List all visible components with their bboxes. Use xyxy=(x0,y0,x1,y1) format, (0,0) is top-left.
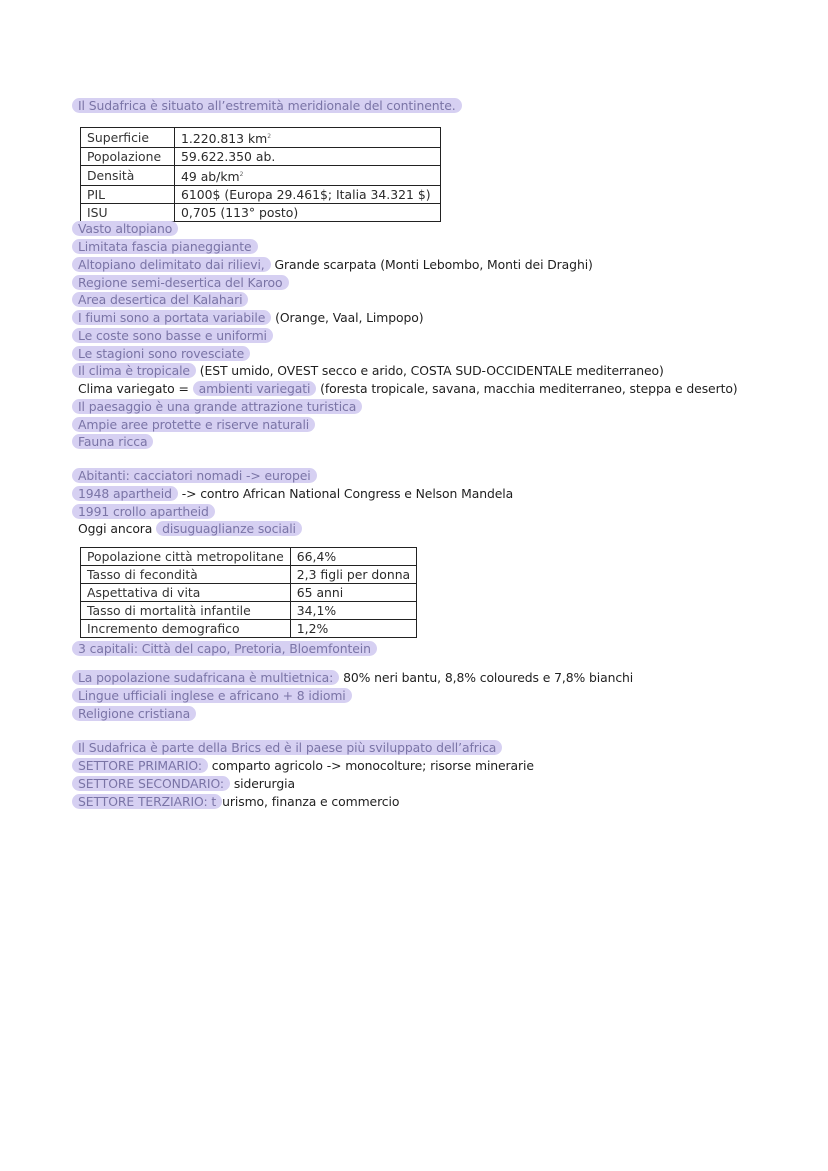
highlight: Il Sudafrica è situato all’estremità meridionale del continente. xyxy=(72,98,462,113)
note-line: Il paesaggio è una grande attrazione turistica xyxy=(72,398,362,416)
note-line: Ampie aree protette e riserve naturali xyxy=(72,416,315,434)
note-line: SETTORE TERZIARIO: t urismo, finanza e commercio xyxy=(72,793,399,811)
table-key: ISU xyxy=(81,204,175,222)
table-key: Aspettativa di vita xyxy=(81,584,291,602)
table-value: 65 anni xyxy=(290,584,416,602)
table-value: 59.622.350 ab. xyxy=(175,148,441,166)
note-line: Il Sudafrica è parte della Brics ed è il paese più sviluppato dell’africa xyxy=(72,739,502,757)
note-line: Le stagioni sono rovesciate xyxy=(72,345,250,363)
note-line: SETTORE PRIMARIO: comparto agricolo -> monocolture; risorse minerarie xyxy=(72,757,534,775)
note-line: Lingue ufficiali inglese e africano + 8 idiomi xyxy=(72,687,352,705)
table-row xyxy=(81,566,417,584)
note-line: Fauna ricca xyxy=(72,433,153,451)
note-line: Area desertica del Kalahari xyxy=(72,291,248,309)
table-key: Popolazione città metropolitane xyxy=(81,548,291,566)
table-row xyxy=(81,548,417,566)
table-key: PIL xyxy=(81,186,175,204)
table-row xyxy=(81,128,441,148)
table-key: Incremento demografico xyxy=(81,620,291,638)
table-value: 66,4% xyxy=(290,548,416,566)
table-row xyxy=(81,620,417,638)
note-line: Il clima è tropicale (EST umido, OVEST secco e arido, COSTA SUD-OCCIDENTALE mediterraneo) xyxy=(72,362,664,380)
table-value: 2,3 figli per donna xyxy=(290,566,416,584)
table-row xyxy=(81,148,441,166)
table-value: 6100$ (Europa 29.461$; Italia 34.321 $) xyxy=(175,186,441,204)
table-row xyxy=(81,584,417,602)
note-line: La popolazione sudafricana è multietnica: 80% neri bantu, 8,8% coloureds e 7,8% bianchi xyxy=(72,669,633,687)
note-line: SETTORE SECONDARIO: siderurgia xyxy=(72,775,295,793)
table-row xyxy=(81,186,441,204)
note-line: I fiumi sono a portata variabile (Orange, Vaal, Limpopo) xyxy=(72,309,423,327)
table-value: 49 $ab/km^2$ xyxy=(175,166,441,186)
note-line: 1991 crollo apartheid xyxy=(72,503,215,521)
note-line: Clima variegato = ambienti variegati (foresta tropicale, savana, macchia mediterraneo, steppa e deserto) xyxy=(78,381,738,396)
table-row xyxy=(81,166,441,186)
country-facts-table xyxy=(80,127,441,222)
table-row xyxy=(81,602,417,620)
note-line: Limitata fascia pianeggiante xyxy=(72,238,258,256)
table-value: 1,2% xyxy=(290,620,416,638)
table-key: Tasso di fecondità xyxy=(81,566,291,584)
intro-line xyxy=(72,97,462,115)
table-key: Superficie xyxy=(81,128,175,148)
note-line: Abitanti: cacciatori nomadi -> europei xyxy=(72,467,317,485)
note-line: 3 capitali: Città del capo, Pretoria, Bloemfontein xyxy=(72,640,377,658)
table-key: Tasso di mortalità infantile xyxy=(81,602,291,620)
table-key: Densità xyxy=(81,166,175,186)
table-value: 34,1% xyxy=(290,602,416,620)
table-value: 1.220.813 $km^2$ xyxy=(175,128,441,148)
note-line: Altopiano delimitato dai rilievi, Grande scarpata (Monti Lebombo, Monti dei Draghi) xyxy=(72,256,593,274)
note-line: Vasto altopiano xyxy=(72,220,178,238)
note-line: Regione semi-desertica del Karoo xyxy=(72,274,289,292)
note-line: 1948 apartheid -> contro African National Congress e Nelson Mandela xyxy=(72,485,513,503)
note-line: Oggi ancora disuguaglianze sociali xyxy=(72,520,302,538)
table-key: Popolazione xyxy=(81,148,175,166)
table-value: 0,705 (113° posto) xyxy=(175,204,441,222)
note-line: Religione cristiana xyxy=(72,705,196,723)
demographics-table xyxy=(80,547,417,638)
note-line: Le coste sono basse e uniformi xyxy=(72,327,273,345)
